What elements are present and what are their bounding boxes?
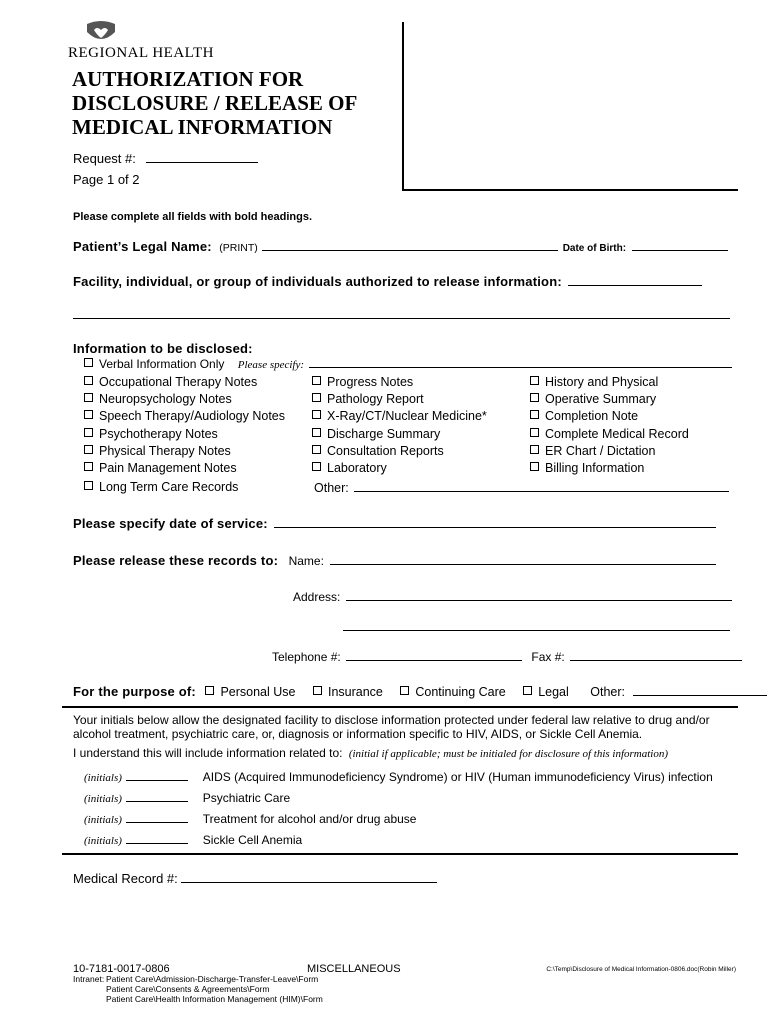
print-label: (PRINT)	[219, 242, 258, 254]
option-label: Legal	[538, 685, 569, 699]
option-progress-notes[interactable]	[312, 375, 413, 389]
option-laboratory[interactable]	[312, 461, 387, 475]
fax-label: Fax #:	[531, 650, 565, 664]
initials-field-aids[interactable]	[126, 771, 188, 781]
request-number-field[interactable]	[146, 150, 258, 163]
purpose-row	[73, 684, 767, 699]
telephone-label: Telephone #:	[272, 650, 341, 664]
option-label: Personal Use	[220, 685, 296, 699]
initials-row-substance	[84, 810, 416, 828]
checkbox-icon[interactable]	[530, 410, 539, 419]
release-phone-row	[272, 649, 742, 664]
request-number-row	[73, 150, 258, 166]
option-label: History and Physical	[545, 375, 659, 389]
initials-row-sickle-cell	[84, 831, 302, 849]
release-address-field-line-2[interactable]	[343, 630, 730, 631]
service-date-row	[73, 515, 716, 533]
consent-item-psychiatric: Psychiatric Care	[202, 791, 291, 805]
consent-item-sickle-cell: Sickle Cell Anemia	[202, 833, 303, 847]
please-specify-label: Please specify:	[237, 359, 305, 371]
option-label: Completion Note	[545, 409, 639, 423]
checkbox-icon[interactable]	[84, 481, 93, 490]
intranet-path-2: Patient Care\Consents & Agreements\Form	[106, 984, 270, 994]
facility-row	[73, 273, 702, 291]
option-label: Insurance	[327, 685, 383, 699]
release-name-label: Name:	[288, 554, 324, 568]
intranet-path-1: Patient Care\Admission-Discharge-Transfer-Leave\Form	[106, 974, 319, 984]
checkbox-icon[interactable]	[84, 358, 93, 367]
option-label: Neuropsychology Notes	[99, 392, 232, 406]
release-name-field[interactable]	[330, 553, 716, 565]
option-pain-management[interactable]	[84, 461, 237, 475]
service-date-label: Please specify date of service:	[73, 516, 268, 531]
title-line-3: MEDICAL INFORMATION	[72, 115, 333, 139]
checkbox-icon[interactable]	[530, 445, 539, 454]
initials-label: (initials)	[84, 835, 122, 847]
dob-label: Date of Birth:	[562, 243, 627, 254]
option-label: Progress Notes	[327, 375, 414, 389]
verbal-info-option[interactable]	[84, 357, 732, 371]
checkbox-icon[interactable]	[312, 410, 321, 419]
checkbox-icon[interactable]	[84, 462, 93, 471]
initials-label: (initials)	[84, 814, 122, 826]
option-label: Billing Information	[545, 461, 645, 475]
header-divider-horizontal	[402, 189, 738, 191]
checkbox-icon[interactable]	[530, 393, 539, 402]
checkbox-icon[interactable]	[84, 393, 93, 402]
understand-text: I understand this will include information related to:	[73, 746, 343, 760]
patient-name-field[interactable]	[262, 239, 558, 251]
dob-field[interactable]	[632, 239, 728, 251]
consent-paragraph: Your initials below allow the designated facility to disclose information protected under federal law relative to drug and/or alcohol treatment, psychiatric care, or, diagnosis or information specific to HIV, AIDS, or Sickle Cell Anemia.	[73, 713, 710, 741]
option-label: Long Term Care Records	[99, 480, 239, 494]
checkbox-icon[interactable]	[205, 686, 214, 695]
checkbox-icon[interactable]	[313, 686, 322, 695]
release-address-field[interactable]	[346, 589, 732, 601]
footer-file-path: C:\Temp\Disclosure of Medical Information-0806.doc(Robin Miller)	[546, 966, 736, 973]
checkbox-icon[interactable]	[312, 445, 321, 454]
other-info-field[interactable]	[354, 480, 729, 492]
option-label: Pain Management Notes	[99, 461, 237, 475]
facility-label: Facility, individual, or group of individuals authorized to release information:	[73, 274, 562, 289]
option-label: Psychotherapy Notes	[99, 427, 218, 441]
option-pathology-report[interactable]	[312, 392, 424, 406]
verbal-info-label: Verbal Information Only	[99, 357, 225, 371]
page-indicator: Page 1 of 2	[73, 172, 140, 187]
footer-category: MISCELLANEOUS	[307, 963, 401, 975]
option-label: Continuing Care	[415, 685, 506, 699]
footer-intranet-paths	[106, 974, 323, 1004]
patient-name-row	[73, 238, 728, 256]
checkbox-icon[interactable]	[312, 376, 321, 385]
release-address-label: Address:	[293, 590, 341, 604]
facility-field[interactable]	[568, 273, 702, 286]
initials-row-psychiatric	[84, 789, 290, 807]
checkbox-icon[interactable]	[523, 686, 532, 695]
initials-label: (initials)	[84, 793, 122, 805]
checkbox-icon[interactable]	[84, 428, 93, 437]
initials-field-substance[interactable]	[126, 813, 188, 823]
form-title	[72, 67, 357, 139]
option-label: Laboratory	[327, 461, 387, 475]
title-line-1: AUTHORIZATION FOR	[72, 67, 304, 91]
section-divider-2	[62, 853, 738, 855]
checkbox-icon[interactable]	[312, 428, 321, 437]
other-info-label: Other:	[314, 481, 349, 495]
option-billing[interactable]	[530, 461, 644, 475]
request-label: Request #:	[73, 151, 136, 166]
option-label: ER Chart / Dictation	[545, 444, 656, 458]
initials-label: (initials)	[84, 772, 122, 784]
section-divider-1	[62, 706, 738, 708]
option-label: Discharge Summary	[327, 427, 441, 441]
medical-record-row	[73, 870, 437, 886]
checkbox-icon[interactable]	[84, 445, 93, 454]
verbal-specify-field[interactable]	[309, 357, 732, 368]
option-label: Pathology Report	[327, 392, 424, 406]
medical-record-field[interactable]	[181, 870, 437, 883]
checkbox-icon[interactable]	[400, 686, 409, 695]
purpose-heading: For the purpose of:	[73, 684, 196, 699]
option-discharge-summary[interactable]	[312, 427, 440, 441]
option-speech-therapy[interactable]	[84, 409, 285, 423]
option-completion-note[interactable]	[530, 409, 638, 423]
option-neuropsychology[interactable]	[84, 392, 232, 406]
option-operative-summary[interactable]	[530, 392, 656, 406]
telephone-field[interactable]	[346, 649, 522, 661]
option-complete-record[interactable]	[530, 427, 689, 441]
option-label: Operative Summary	[545, 392, 657, 406]
checkbox-icon[interactable]	[84, 410, 93, 419]
purpose-insurance[interactable]	[313, 685, 383, 699]
option-label: Consultation Reports	[327, 444, 444, 458]
option-xray-ct[interactable]	[312, 409, 487, 423]
checkbox-icon[interactable]	[312, 462, 321, 471]
option-psychotherapy[interactable]	[84, 427, 218, 441]
title-line-2: DISCLOSURE / RELEASE OF	[72, 91, 358, 115]
release-address-row	[293, 589, 732, 604]
checkbox-icon[interactable]	[530, 376, 539, 385]
initials-field-sickle-cell[interactable]	[126, 834, 188, 844]
option-occupational-therapy[interactable]	[84, 375, 257, 389]
option-long-term-care[interactable]	[84, 480, 238, 494]
option-consultation-reports[interactable]	[312, 444, 444, 458]
checkbox-icon[interactable]	[530, 428, 539, 437]
understand-row	[73, 746, 668, 760]
patient-name-label: Patient’s Legal Name:	[73, 239, 212, 254]
checkbox-icon[interactable]	[312, 393, 321, 402]
option-label: Complete Medical Record	[545, 427, 689, 441]
option-physical-therapy[interactable]	[84, 444, 231, 458]
release-heading: Please release these records to:	[73, 553, 279, 568]
footer-intranet-label: Intranet:	[73, 974, 105, 984]
consent-item-aids: AIDS (Acquired Immunodeficiency Syndrome) or HIV (Human immunodeficiency Virus) infection	[202, 770, 713, 784]
purpose-personal-use[interactable]	[205, 685, 295, 699]
fax-field[interactable]	[570, 649, 742, 661]
purpose-legal[interactable]	[523, 685, 569, 699]
org-name: REGIONAL HEALTH	[68, 45, 214, 61]
consent-item-substance: Treatment for alcohol and/or drug abuse	[202, 812, 417, 826]
service-date-field[interactable]	[274, 515, 716, 528]
purpose-other-label: Other:	[590, 685, 626, 699]
facility-field-line-2[interactable]	[73, 318, 730, 319]
option-label: Speech Therapy/Audiology Notes	[99, 409, 285, 423]
medical-record-label: Medical Record #:	[73, 871, 178, 886]
checkbox-icon[interactable]	[530, 462, 539, 471]
option-label: Occupational Therapy Notes	[99, 375, 258, 389]
info-heading: Information to be disclosed:	[73, 341, 253, 356]
footer-form-number: 10-7181-0017-0806	[73, 963, 170, 975]
option-label: Physical Therapy Notes	[99, 444, 231, 458]
other-info-row	[314, 480, 729, 495]
option-er-chart[interactable]	[530, 444, 655, 458]
release-name-row	[73, 552, 716, 570]
initials-field-psychiatric[interactable]	[126, 792, 188, 802]
intranet-path-3: Patient Care\Health Information Management (HIM)\Form	[106, 994, 323, 1004]
checkbox-icon[interactable]	[84, 376, 93, 385]
understand-note: (initial if applicable; must be initialed for disclosure of this information)	[348, 748, 669, 760]
header-divider-vertical	[402, 22, 404, 190]
initials-row-aids	[84, 768, 713, 786]
option-history-physical[interactable]	[530, 375, 658, 389]
regional-health-logo-icon	[84, 20, 118, 44]
purpose-other-field[interactable]	[633, 684, 767, 696]
purpose-continuing-care[interactable]	[400, 685, 505, 699]
instructions: Please complete all fields with bold headings.	[73, 211, 313, 223]
option-label: X-Ray/CT/Nuclear Medicine*	[327, 409, 487, 423]
